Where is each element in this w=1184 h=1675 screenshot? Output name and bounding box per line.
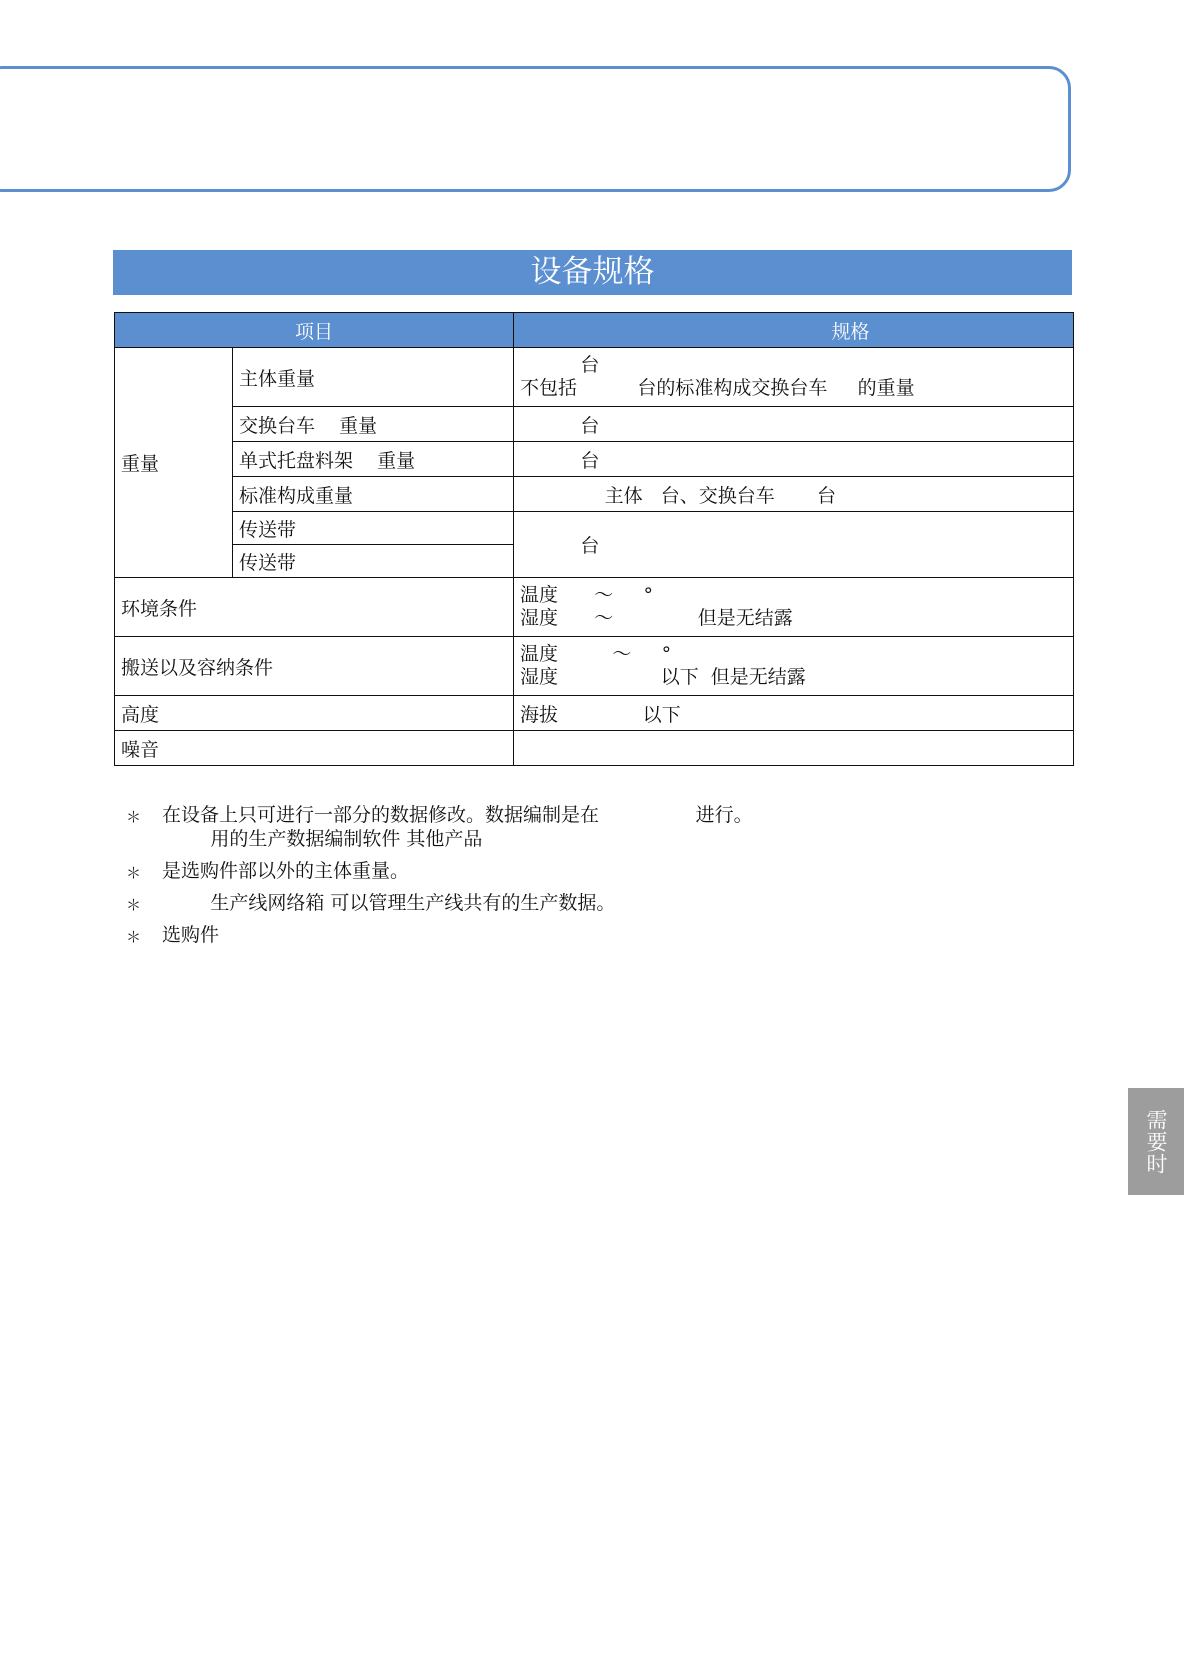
row-spec-altitude: 海拔 以下 [514, 696, 1074, 731]
table-header-row [115, 313, 1074, 348]
asterisk: ＊ [126, 928, 142, 946]
row-label-transport: 搬送以及容纳条件 [115, 637, 514, 696]
row-label-conveyor-a: 传送带 [233, 512, 514, 545]
spec-line: 温度 ～ ° [520, 584, 653, 606]
spec-line: 湿度 ～ 但是无结露 [520, 607, 793, 629]
asterisk: ＊ [126, 896, 142, 914]
side-index-tab[interactable] [1128, 1088, 1184, 1195]
row-label-conveyor-b: 传送带 [233, 545, 514, 578]
spec-table [114, 312, 1074, 766]
row-label-altitude: 高度 [115, 696, 514, 731]
footnotes [126, 803, 1026, 955]
table-row [115, 696, 1074, 731]
footnote [126, 891, 1026, 915]
table-row [115, 442, 1074, 477]
footnote [126, 803, 1026, 851]
footnote-text: 生产线网络箱 可以管理生产线共有的生产数据。 [162, 892, 616, 914]
row-label-env: 环境条件 [115, 578, 514, 637]
footnote-text: 在设备上只可进行一部分的数据修改。数据编制是在 进行。 [162, 804, 753, 826]
row-label-tray-weight: 单式托盘料架 重量 [233, 442, 514, 477]
table-row [115, 512, 1074, 545]
asterisk: ＊ [126, 864, 142, 882]
row-label-standard-weight: 标准构成重量 [233, 477, 514, 512]
row-label-noise: 噪音 [115, 731, 514, 766]
row-label-main-weight: 主体重量 [233, 348, 514, 407]
row-spec-standard-weight: 主体 台、交换台车 台 [514, 477, 1074, 512]
row-label-cart-weight: 交换台车 重量 [233, 407, 514, 442]
side-tab-label: 需要时 [1144, 1108, 1168, 1175]
title-frame [0, 66, 1071, 192]
table-row [115, 348, 1074, 407]
spec-line: 台 [520, 354, 600, 376]
row-spec-tray-weight: 台 [514, 442, 1074, 477]
footnote [126, 923, 1026, 947]
footnote [126, 859, 1026, 883]
row-spec-transport [514, 637, 1074, 696]
table-row [115, 407, 1074, 442]
row-spec-noise [514, 731, 1074, 766]
row-spec-conveyor: 台 [514, 512, 1074, 578]
row-spec-env [514, 578, 1074, 637]
footnote-text: 选购件 [162, 924, 220, 946]
spec-line: 温度 ～ ° [520, 643, 672, 665]
table-row [115, 477, 1074, 512]
asterisk: ＊ [126, 808, 142, 826]
table-row [115, 578, 1074, 637]
table-row [115, 637, 1074, 696]
header-item: 项目 [115, 313, 514, 348]
row-spec-main-weight [514, 348, 1074, 407]
table-row [115, 731, 1074, 766]
spec-line: 湿度 以下 但是无结露 [520, 666, 806, 688]
weight-group-label: 重量 [115, 348, 233, 578]
section-title: 设备规格 [113, 250, 1072, 295]
header-spec: 规格 [514, 313, 1074, 348]
footnote-text: 是选购件部以外的主体重量。 [162, 860, 410, 882]
spec-line: 不包括 台的标准构成交换台车 的重量 [520, 377, 915, 399]
row-spec-cart-weight: 台 [514, 407, 1074, 442]
footnote-text: 用的生产数据编制软件 其他产品 [162, 828, 483, 850]
